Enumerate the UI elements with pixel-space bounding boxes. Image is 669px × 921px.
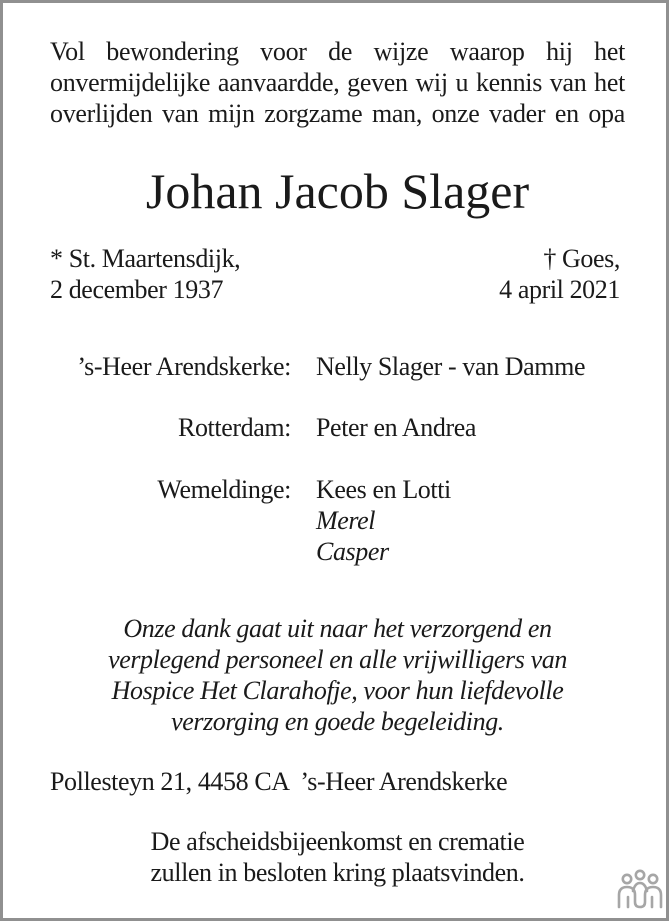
closing-text — [3, 826, 669, 888]
family-names — [316, 412, 476, 443]
family-place: Wemeldinge: — [157, 475, 291, 504]
thanks-line: Hospice Het Clarahofje, voor hun liefdevolle — [111, 676, 564, 705]
thanks-line: verplegend personeel en alle vrijwilligers van — [108, 645, 567, 674]
death-date: 4 april 2021 — [499, 275, 620, 304]
deceased-name: Johan Jacob Slager — [145, 163, 530, 219]
grandchild: Merel — [316, 506, 376, 535]
family-member: Peter en Andrea — [316, 413, 477, 442]
family-place: ’s-Heer Arendskerke: — [77, 352, 291, 381]
grandchild: Casper — [316, 537, 389, 566]
birth-date: 2 december 1937 — [50, 275, 224, 304]
intro-line: Vol bewondering voor de wijze waarop hij het — [50, 37, 625, 66]
birth-place: * St. Maartensdijk, — [50, 244, 241, 273]
death-place: † Goes, — [543, 244, 620, 273]
family-names — [316, 474, 451, 567]
thanks-line: verzorging en goede begeleiding. — [171, 707, 504, 736]
intro-line: onvermijdelijke aanvaardde, geven wij u kennis van het — [50, 68, 625, 97]
intro-text — [50, 36, 625, 129]
intro-line: overlijden van mijn zorgzame man, onze vader en opa — [50, 99, 625, 128]
address: Pollesteyn 21, 4458 CA ’s-Heer Arendskerke — [50, 767, 508, 796]
death-info — [499, 243, 620, 305]
thanks-line: Onze dank gaat uit naar het verzorgend en — [123, 614, 552, 643]
family-place: Rotterdam: — [178, 413, 291, 442]
closing-line: De afscheidsbijeenkomst en crematie — [150, 827, 525, 856]
family-member: Kees en Lotti — [316, 475, 451, 504]
thanks-text — [3, 613, 669, 737]
birth-info — [50, 243, 240, 305]
family-member: Nelly Slager - van Damme — [316, 352, 586, 381]
family-group-icon — [615, 869, 665, 909]
family-names — [316, 351, 585, 382]
closing-line: zullen in besloten kring plaatsvinden. — [150, 858, 525, 887]
